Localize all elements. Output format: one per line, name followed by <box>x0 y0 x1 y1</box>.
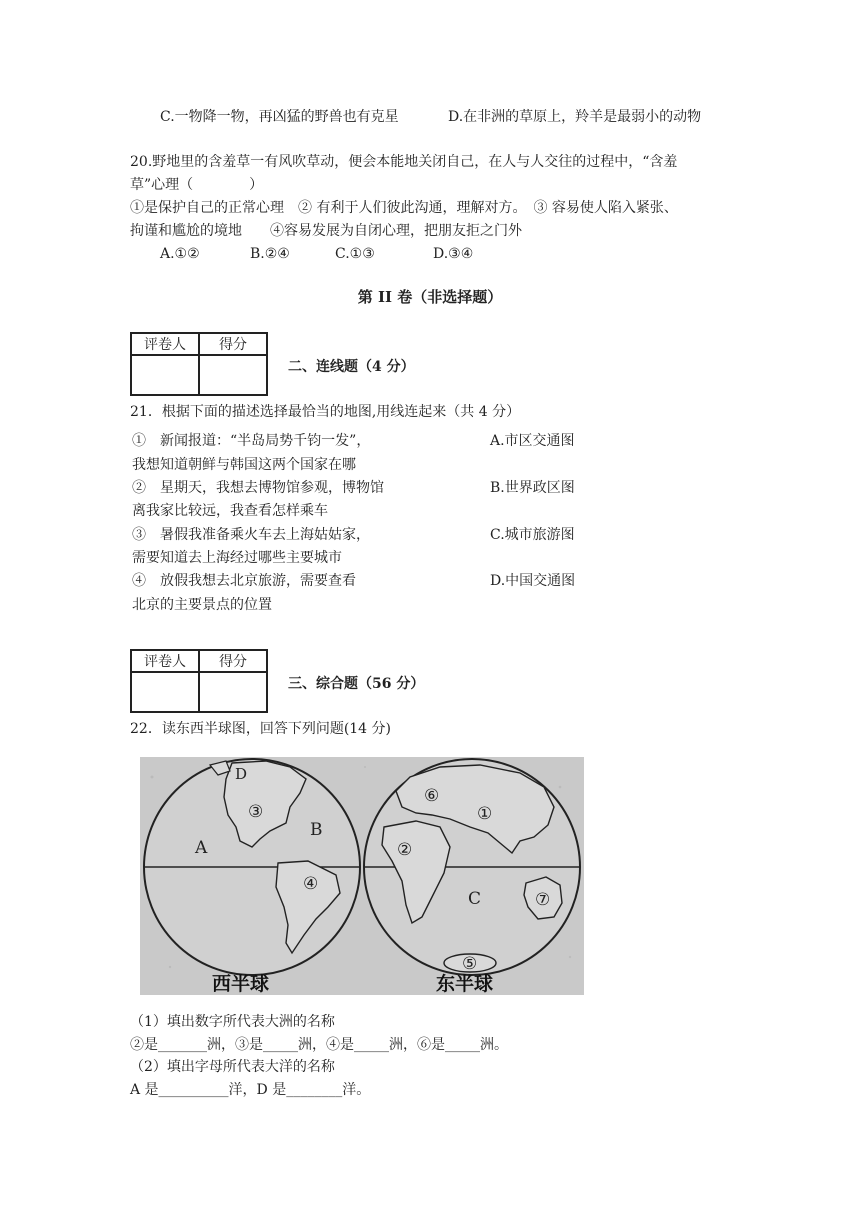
q21-item-1-line-1: ① 新闻报道：“半岛局势千钧一发”， <box>132 433 371 449</box>
grade-box-part2 <box>130 332 268 396</box>
q21-item-1-line-2: 我想知道朝鲜与韩国这两个国家在哪 <box>132 457 356 473</box>
reviewer-cell <box>131 672 199 712</box>
q21-item-4-line-2: 北京的主要景点的位置 <box>132 597 272 613</box>
score-cell <box>199 672 267 712</box>
west-hemisphere-label: 西半球 <box>212 973 270 995</box>
hemispheres-map <box>140 757 584 995</box>
continent-label-2: ② <box>397 840 413 860</box>
ocean-label-b: B <box>310 820 323 840</box>
ocean-label-d: D <box>235 765 248 783</box>
q20-option-a: A.①② <box>160 246 200 262</box>
q21-item-4-line-1: ④ 放假我想去北京旅游，需要查看 <box>132 573 356 589</box>
q21-map-b: B.世界政区图 <box>490 480 575 496</box>
q21-map-c: C.城市旅游图 <box>490 527 575 543</box>
continent-label-7: ⑦ <box>535 890 551 910</box>
q21-prompt: 21．根据下面的描述选择最恰当的地图,用线连起来（共 4 分） <box>130 404 521 420</box>
part2-title: 二、连线题（4 分） <box>288 359 415 375</box>
q20-line-3: ①是保护自己的正常心理 ② 有利于人们彼此沟通，理解对方。 ③ 容易使人陷入紧张、 <box>130 200 678 216</box>
q20-option-b: B.②④ <box>250 246 290 262</box>
score-cell <box>199 355 267 395</box>
continent-label-1: ① <box>477 804 493 824</box>
score-label: 得分 <box>199 333 267 355</box>
q21-item-2-line-1: ② 星期天，我想去博物馆参观，博物馆 <box>132 480 384 496</box>
q21-item-3-line-2: 需要知道去上海经过哪些主要城市 <box>132 550 342 566</box>
part3-title: 三、综合题（56 分） <box>288 676 425 692</box>
east-hemisphere <box>364 759 580 975</box>
grade-box-part3 <box>130 649 268 713</box>
q20-option-c: C.①③ <box>335 246 375 262</box>
continent-label-4: ④ <box>303 874 319 894</box>
continent-label-6: ⑥ <box>424 786 440 806</box>
ocean-label-c: C <box>468 889 482 909</box>
q21-map-d: D.中国交通图 <box>490 573 576 589</box>
east-hemisphere-label: 东半球 <box>436 973 494 995</box>
q22-prompt: 22．读东西半球图，回答下列问题(14 分) <box>130 721 392 737</box>
continent-label-3: ③ <box>248 802 264 822</box>
continent-label-5: ⑤ <box>462 954 478 974</box>
reviewer-label: 评卷人 <box>131 333 199 355</box>
q22-sub1: （1）填出数字所代表大洲的名称 <box>130 1014 335 1030</box>
q19-option-c: C.一物降一物，再凶猛的野兽也有克星 <box>160 109 399 125</box>
q20-line-4: 拘谨和尴尬的境地 ④容易发展为自闭心理，把朋友拒之门外 <box>130 223 522 239</box>
q21-item-3-line-1: ③ 暑假我准备乘火车去上海姑姑家， <box>132 527 370 543</box>
q20-option-d: D.③④ <box>433 246 474 262</box>
west-hemisphere <box>144 759 360 975</box>
score-label: 得分 <box>199 650 267 672</box>
q21-item-2-line-2: 离我家比较远，我查看怎样乘车 <box>132 503 328 519</box>
q20-line-1: 20.野地里的含羞草一有风吹草动，便会本能地关闭自己，在人与人交往的过程中，“含羞 <box>130 154 678 170</box>
q22-sub1-blanks: ②是_______洲，③是_____洲，④是_____洲，⑥是_____洲。 <box>130 1037 508 1053</box>
section-title: 第 II 卷（非选择题） <box>357 288 503 306</box>
reviewer-label: 评卷人 <box>131 650 199 672</box>
ocean-label-a: A <box>195 838 208 858</box>
q22-sub2-blanks: A 是__________洋，D 是________洋。 <box>130 1082 371 1098</box>
q22-sub2: （2）填出字母所代表大洋的名称 <box>130 1059 335 1075</box>
q19-option-d: D.在非洲的草原上，羚羊是最弱小的动物 <box>448 109 702 125</box>
reviewer-cell <box>131 355 199 395</box>
q20-line-2: 草”心理（ ） <box>130 177 264 193</box>
q21-map-a: A.市区交通图 <box>490 433 575 449</box>
